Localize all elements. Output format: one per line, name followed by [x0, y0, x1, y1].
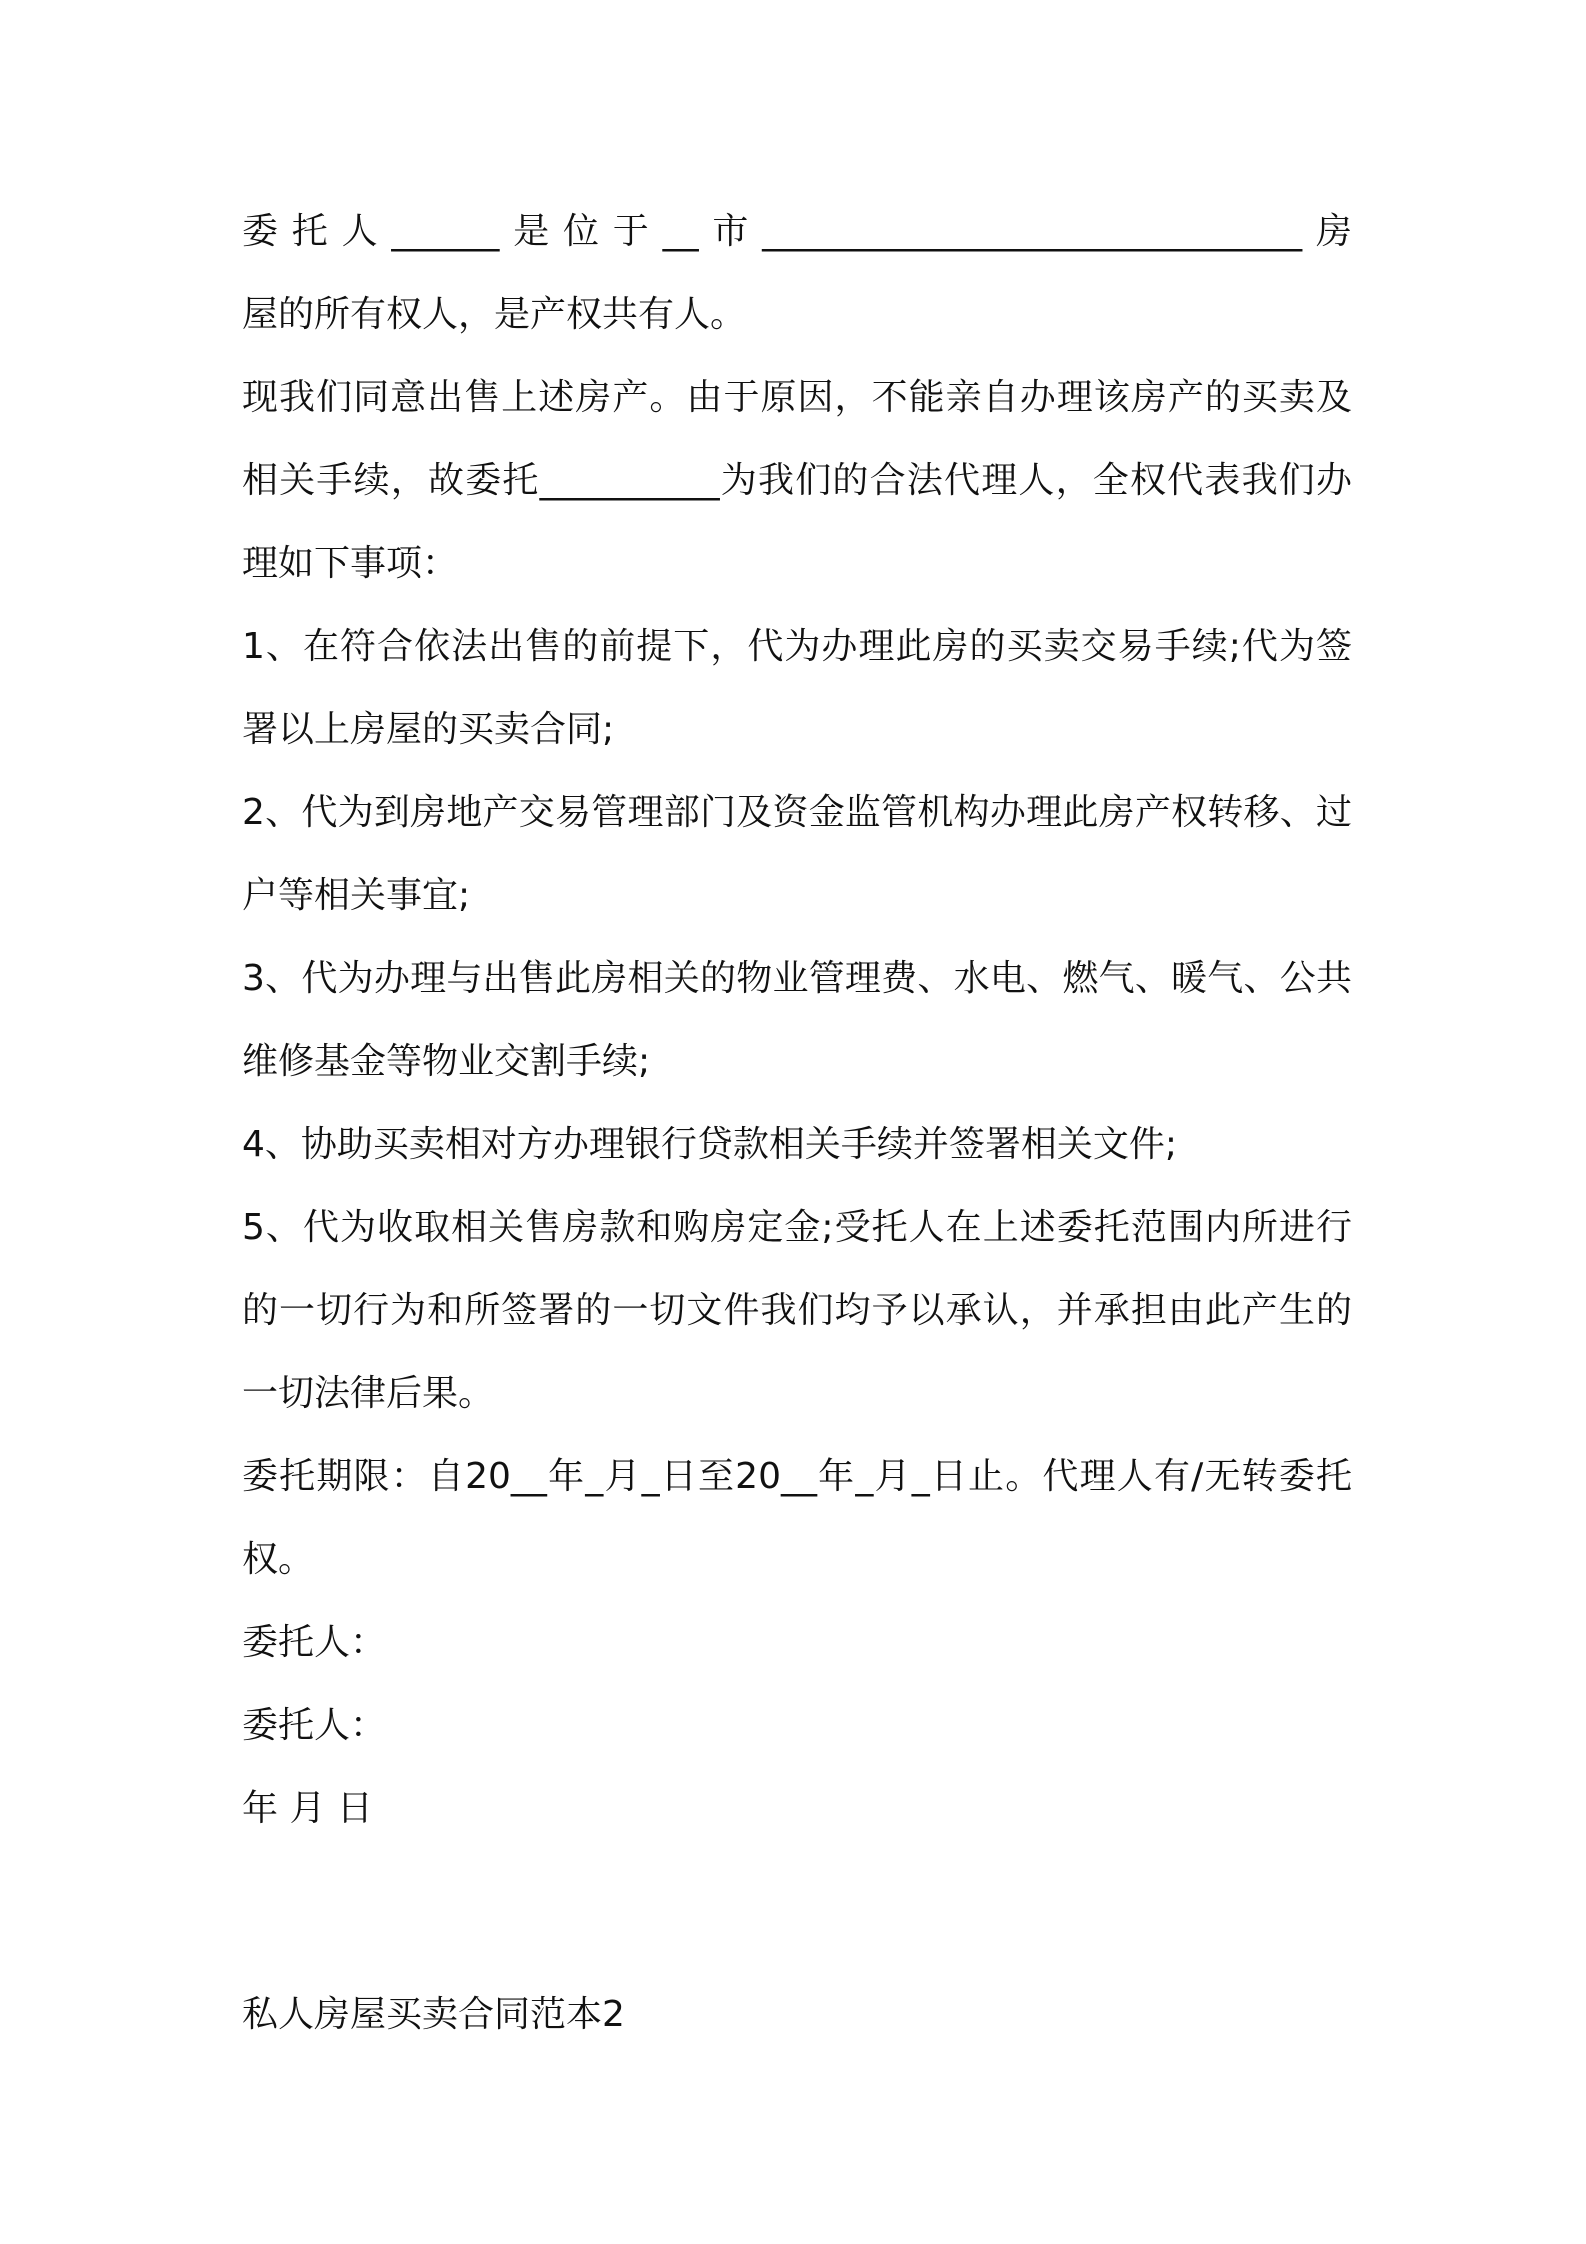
principal-signature-1: 委托人：	[242, 1622, 387, 1663]
spacer	[242, 1850, 1352, 1933]
document-body	[242, 190, 1352, 2056]
intro-line-2: 屋的所有权人，是产权共有人。	[242, 294, 747, 335]
intro-line-1: 委托人______是位于__市______________________________房	[242, 211, 1352, 252]
item-3: 3、代为办理与出售此房相关的物业管理费、水电、燃气、暖气、公共维修基金等物业交割手续;	[242, 958, 1352, 1082]
item-2: 2、代为到房地产交易管理部门及资金监管机构办理此房产权转移、过户等相关事宜;	[242, 792, 1352, 916]
date-line: 年 月 日	[242, 1788, 373, 1829]
item-5: 5、代为收取相关售房款和购房定金;受托人在上述委托范围内所进行的一切行为和所签署的一切文件我们均予以承认，并承担由此产生的一切法律后果。	[242, 1207, 1352, 1414]
item-1: 1、在符合依法出售的前提下，代为办理此房的买卖交易手续;代为签署以上房屋的买卖合同;	[242, 626, 1352, 750]
next-contract-title: 私人房屋买卖合同范本2	[242, 1994, 625, 2035]
principal-signature-2: 委托人：	[242, 1705, 387, 1746]
item-4: 4、协助买卖相对方办理银行贷款相关手续并签署相关文件;	[242, 1124, 1178, 1165]
term-paragraph: 委托期限：自20__年_月_日至20__年_月_日止。代理人有/无转委托权。	[242, 1456, 1352, 1580]
consent-paragraph: 现我们同意出售上述房产。由于原因，不能亲自办理该房产的买卖及相关手续，故委托__________为我们的合法代理人，全权代表我们办理如下事项：	[242, 377, 1352, 584]
